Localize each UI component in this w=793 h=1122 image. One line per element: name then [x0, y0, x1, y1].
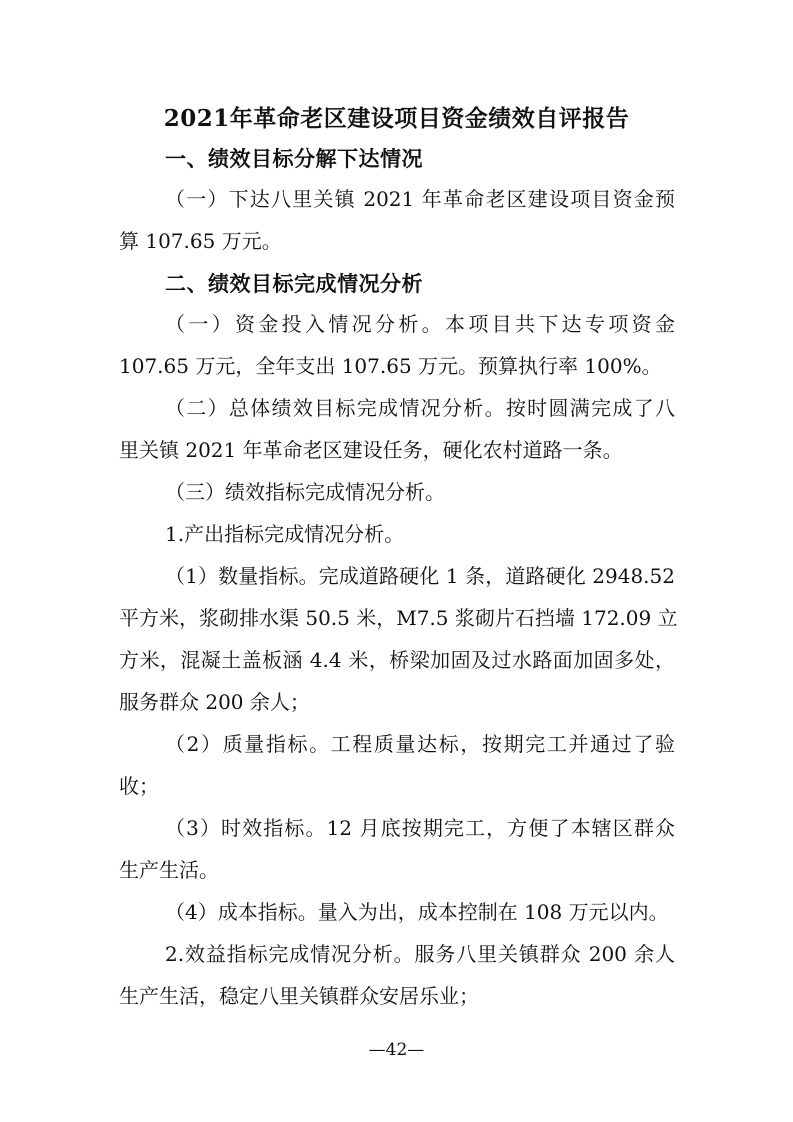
paragraph-line: 里关镇 2021 年革命老区建设任务，硬化农村道路一条。 [119, 438, 623, 462]
paragraph-line: 生产生活，稳定八里关镇群众安居乐业； [119, 984, 479, 1008]
report-title: 2021年革命老区建设项目资金绩效自评报告 [163, 105, 630, 132]
paragraph-line: （1）数量指标。完成道路硬化 1 条，道路硬化 2948.52 [165, 564, 675, 588]
paragraph-line: （一）资金投入情况分析。本项目共下达专项资金 [165, 312, 675, 336]
paragraph-line: （三）绩效指标完成情况分析。 [165, 480, 445, 504]
paragraph-line: 107.65 万元，全年支出 107.65 万元。预算执行率 100%。 [119, 354, 662, 378]
section-heading-2: 二、绩效目标完成情况分析 [165, 272, 423, 296]
section-heading-1: 一、绩效目标分解下达情况 [165, 147, 423, 171]
paragraph-line: 2.效益指标完成情况分析。服务八里关镇群众 200 余人 [165, 942, 675, 966]
paragraph-line: 收； [119, 774, 159, 798]
paragraph-line: （一）下达八里关镇 2021 年革命老区建设项目资金预 [165, 187, 675, 211]
page-number: —42— [368, 1040, 425, 1060]
paragraph-line: 方米，混凝土盖板涵 4.4 米，桥梁加固及过水路面加固多处， [119, 648, 675, 672]
paragraph-line: 服务群众 200 余人； [119, 690, 310, 714]
paragraph-line: 平方米，浆砌排水渠 50.5 米，M7.5 浆砌片石挡墙 172.09 立 [119, 606, 678, 630]
paragraph-line: （4）成本指标。量入为出，成本控制在 108 万元以内。 [165, 900, 669, 924]
paragraph-line: 1.产出指标完成情况分析。 [165, 522, 405, 546]
paragraph-line: （2）质量指标。工程质量达标，按期完工并通过了验 [165, 732, 675, 756]
paragraph-line: 生产生活。 [119, 858, 219, 882]
paragraph-line: （3）时效指标。12 月底按期完工，方便了本辖区群众 [165, 816, 675, 840]
paragraph-line: 算 107.65 万元。 [119, 229, 282, 253]
paragraph-line: （二）总体绩效目标完成情况分析。按时圆满完成了八 [165, 396, 675, 420]
